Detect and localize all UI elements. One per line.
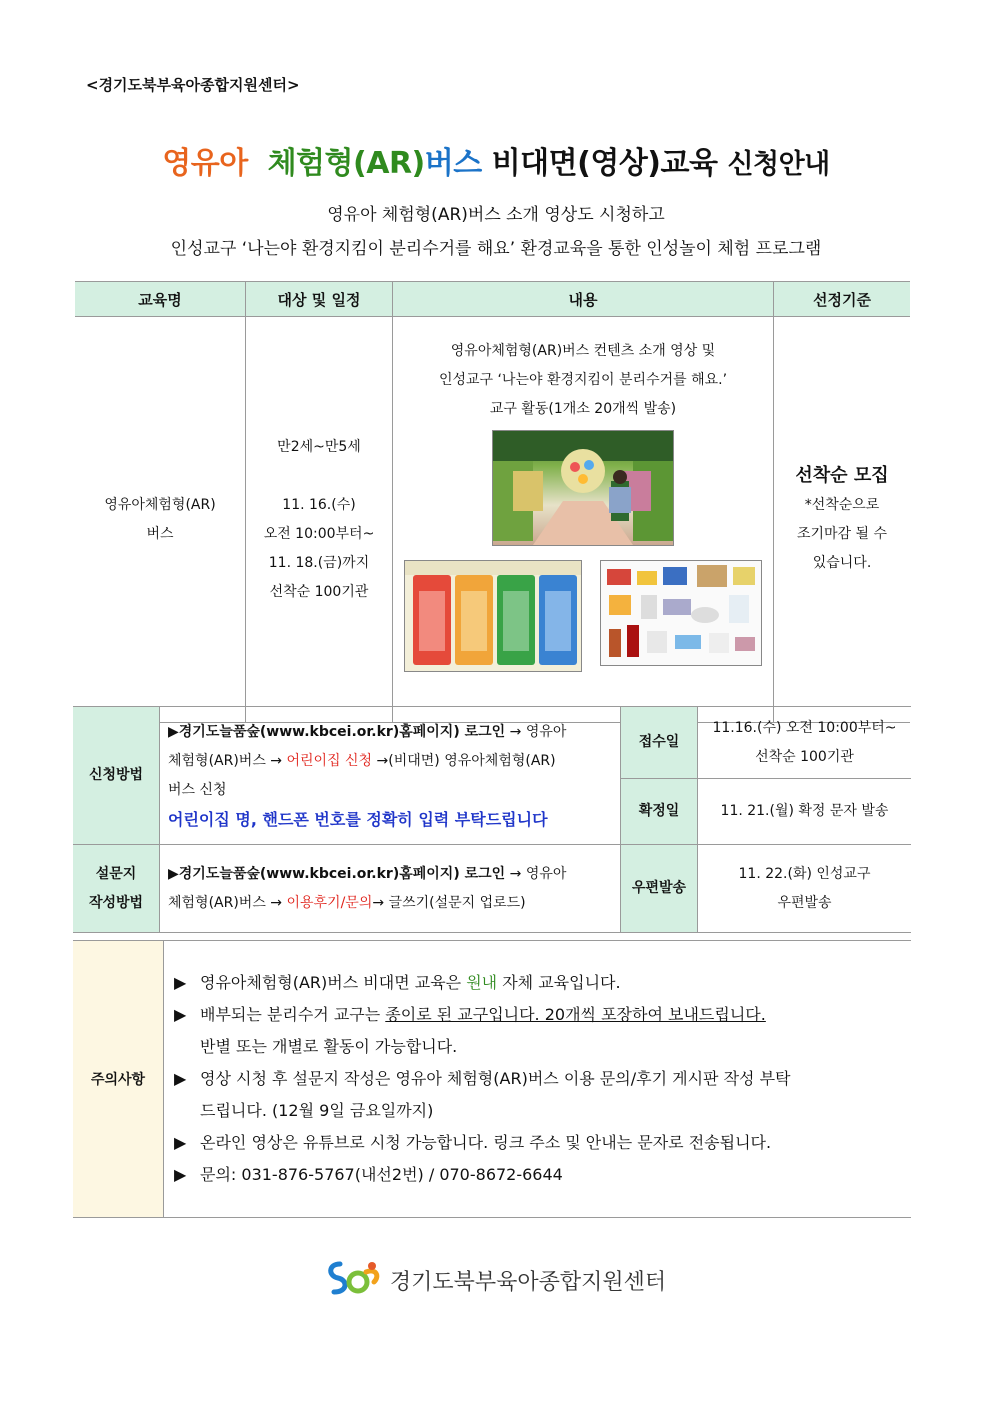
apply-step-c: →(비대면) 영유아체험형(AR) (372, 752, 556, 769)
schedule-date1: 11. 16.(수) (282, 496, 356, 513)
criteria-cell (774, 317, 911, 723)
criteria-note1: *선착순으로 (804, 497, 880, 513)
mail-label: 우편발송 (621, 845, 698, 933)
apply-step-red: 어린이집 신청 (286, 752, 373, 769)
apply-desc (160, 707, 621, 845)
survey-step-bold: ▶경기도늘품숲(www.kbcei.or.kr)홈페이지) 로그인 (168, 865, 506, 882)
schedule-time: 오전 10:00부터~ (263, 525, 375, 542)
content-line1: 영유아체험형(AR)버스 컨텐츠 소개 영상 및 (450, 343, 716, 359)
schedule-age: 만2세~만5세 (277, 438, 361, 455)
apply-step-a: → 영유아 (505, 723, 567, 740)
header-content: 내용 (393, 282, 774, 317)
program-table (75, 281, 910, 723)
note-3-cont: 드립니다. (12월 9일 금요일까지) (200, 1101, 434, 1120)
survey-label2: 작성방법 (88, 894, 144, 911)
note-2-cont: 반별 또는 개별로 활동이 가능합니다. (200, 1037, 458, 1056)
mail-value (698, 845, 912, 933)
mail-line1: 11. 22.(화) 인성교구 (738, 865, 871, 882)
title-part1: 영유아 (162, 146, 248, 181)
survey-step-b: 체험형(AR)버스 → (168, 894, 287, 911)
note-3: ▶ 영상 시청 후 설문지 작성은 영유아 체험형(AR)버스 이용 문의/후기 게시판 작성 부탁 (174, 1069, 791, 1088)
criteria-note3: 있습니다. (812, 555, 872, 571)
mail-line2: 우편발송 (777, 894, 832, 911)
criteria-note2: 조기마감 될 수 (796, 526, 888, 542)
notes-content (164, 941, 912, 1218)
recycling-items-image (600, 560, 762, 666)
survey-desc (160, 845, 621, 933)
apply-step-bold: ▶경기도늘품숲(www.kbcei.or.kr)홈페이지) 로그인 (168, 723, 506, 740)
apply-label: 신청방법 (73, 707, 160, 845)
survey-label1: 설문지 (95, 865, 137, 882)
recycling-bins-image (404, 560, 582, 672)
footer-org-name: 경기도북부육아종합지원센터 (389, 1269, 667, 1295)
apply-step-b: 체험형(AR)버스 → (168, 752, 287, 769)
subtitle-line1: 영유아 체험형(AR)버스 소개 영상도 시청하고 (327, 205, 665, 225)
confirm-value: 11. 21.(월) 확정 문자 발송 (698, 779, 912, 845)
schedule-quota: 선착순 100기관 (269, 583, 369, 600)
schedule-date2: 11. 18.(금)까지 (268, 554, 370, 571)
header-name: 교육명 (75, 282, 246, 317)
application-table (73, 706, 911, 933)
title-part3: 버스 (424, 146, 482, 181)
note-5: ▶ 문의: 031-876-5767(내선2번) / 070-8672-6644 (174, 1165, 563, 1184)
note-4: ▶ 온라인 영상은 유튜브로 시청 가능합니다. 링크 주소 및 안내는 문자로 전송됩니다. (174, 1133, 772, 1152)
survey-label (73, 845, 160, 933)
receipt-line2: 선착순 100기관 (755, 748, 854, 765)
title-part2: 체험형(AR) (267, 146, 425, 181)
criteria-main: 선착순 모집 (795, 465, 889, 486)
note-1: ▶ 영유아체험형(AR)버스 비대면 교육은 원내 자체 교육입니다. (174, 973, 621, 992)
title-part4: 비대면(영상)교육 (491, 146, 718, 181)
title-part5: 신청안내 (727, 149, 830, 180)
receipt-value (698, 707, 912, 779)
org-tag: <경기도북부육아종합지원센터> (86, 76, 300, 94)
survey-step-a: → 영유아 (505, 865, 567, 882)
subtitle-line2: 인성교구 ‘나는야 환경지킴이 분리수거를 해요’ 환경교육을 통한 인성놀이 체험 프로그램 (170, 239, 822, 259)
header-criteria: 선정기준 (774, 282, 911, 317)
content-line2: 인성교구 ‘나는야 환경지킴이 분리수거를 해요.’ (438, 372, 728, 388)
header-schedule: 대상 및 일정 (246, 282, 393, 317)
center-logo-icon (326, 1258, 384, 1302)
schedule-cell (246, 317, 393, 723)
survey-step-c: → 글쓰기(설문지 업로드) (372, 894, 526, 911)
program-name-line1: 영유아체험형(AR) (104, 496, 216, 513)
content-line3: 교구 활동(1개소 20개씩 발송) (489, 401, 677, 417)
receipt-label: 접수일 (621, 707, 698, 779)
notes-label: 주의사항 (73, 941, 164, 1218)
survey-step-red: 이용후기/문의 (286, 894, 373, 911)
footer (0, 1258, 992, 1302)
apply-step-d: 버스 신청 (168, 781, 227, 798)
apply-warning: 어린이집 명, 핸드폰 번호를 정확히 입력 부탁드립니다 (168, 809, 548, 829)
program-name-cell (75, 317, 246, 723)
receipt-line1: 11.16.(수) 오전 10:00부터~ (712, 719, 897, 736)
content-cell (393, 317, 774, 723)
confirm-label: 확정일 (621, 779, 698, 845)
note-2: ▶ 배부되는 분리수거 교구는 종이로 된 교구입니다. 20개씩 포장하여 보내드립니다. (174, 1005, 766, 1024)
notes-table (73, 940, 911, 1218)
bus-interior-photo (492, 430, 674, 546)
program-name-line2: 버스 (146, 525, 174, 542)
page-title (0, 138, 992, 182)
